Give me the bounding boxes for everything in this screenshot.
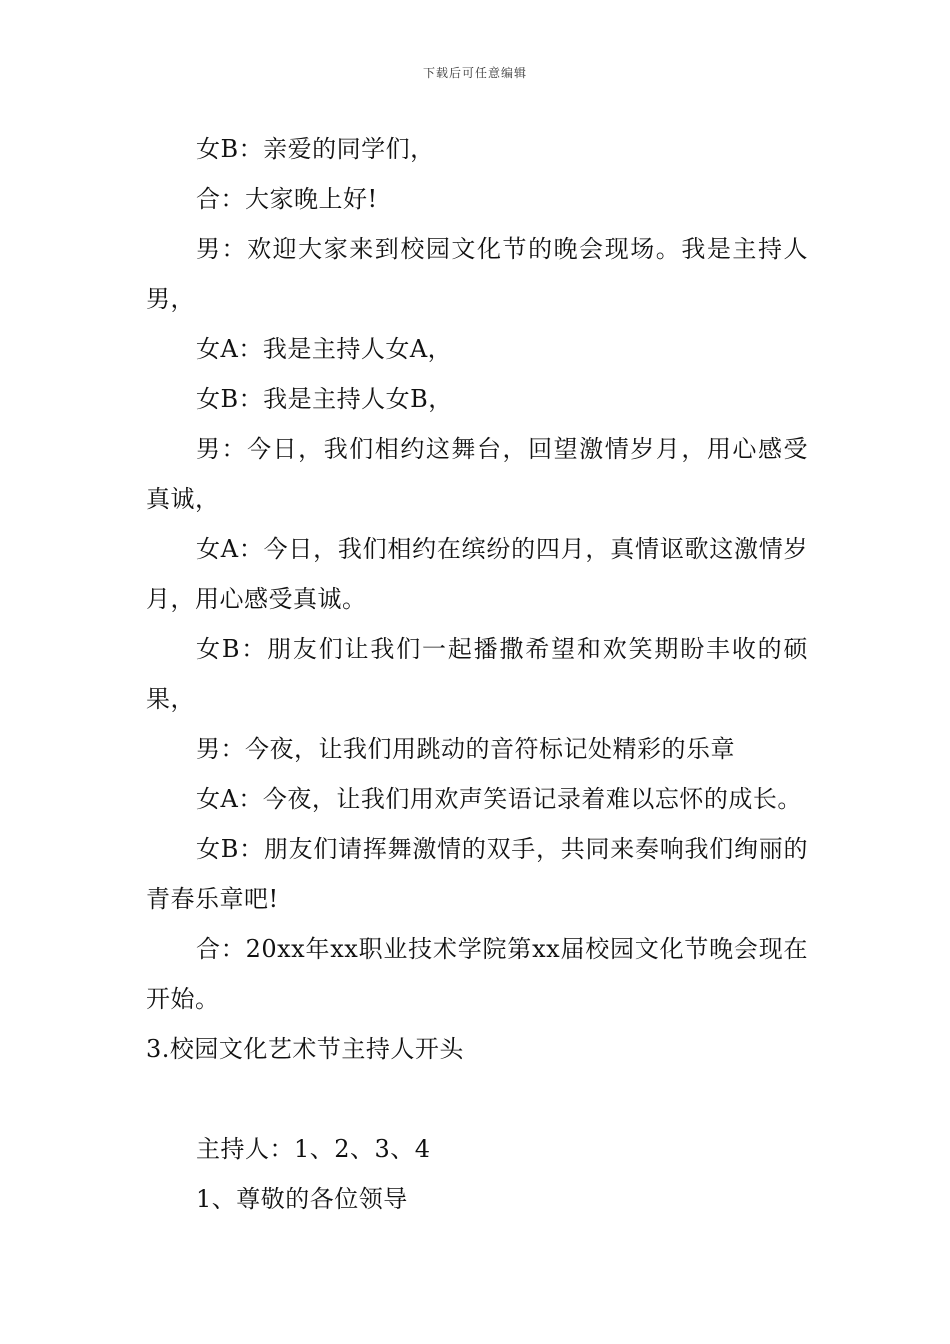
dialogue-line: 女B：亲爱的同学们， — [196, 135, 435, 163]
dialogue-line: 合：20xx年xx职业技术学院第xx届校园文化节晚会现在开始。 — [146, 935, 808, 1013]
blank-line — [146, 1074, 808, 1124]
dialogue-line: 女B：朋友们请挥舞激情的双手，共同来奏响我们绚丽的青春乐章吧! — [146, 835, 808, 913]
section-heading: 3.校园文化艺术节主持人开头 — [146, 1035, 464, 1063]
dialogue-line: 女B：朋友们让我们一起播撒希望和欢笑期盼丰收的硕果， — [146, 635, 808, 713]
document-body — [146, 124, 808, 1224]
dialogue-line: 女A：今日，我们相约在缤纷的四月，真情讴歌这激情岁月，用心感受真诚。 — [146, 535, 808, 613]
dialogue-line: 男：今日，我们相约这舞台，回望激情岁月，用心感受真诚， — [146, 435, 808, 513]
page-header-note: 下载后可任意编辑 — [422, 66, 527, 80]
section-paragraph: 1、尊敬的各位领导 — [196, 1185, 408, 1213]
dialogue-line: 男：欢迎大家来到校园文化节的晚会现场。我是主持人男， — [146, 235, 808, 313]
dialogue-line: 女A：今夜，让我们用欢声笑语记录着难以忘怀的成长。 — [196, 785, 802, 813]
dialogue-line: 合：大家晚上好! — [196, 185, 378, 213]
dialogue-line: 女B：我是主持人女B， — [196, 385, 453, 413]
dialogue-line: 女A：我是主持人女A， — [196, 335, 453, 363]
dialogue-line: 男：今夜，让我们用跳动的音符标记处精彩的乐章 — [196, 735, 735, 763]
section-paragraph: 主持人：1、2、3、4 — [196, 1135, 431, 1163]
